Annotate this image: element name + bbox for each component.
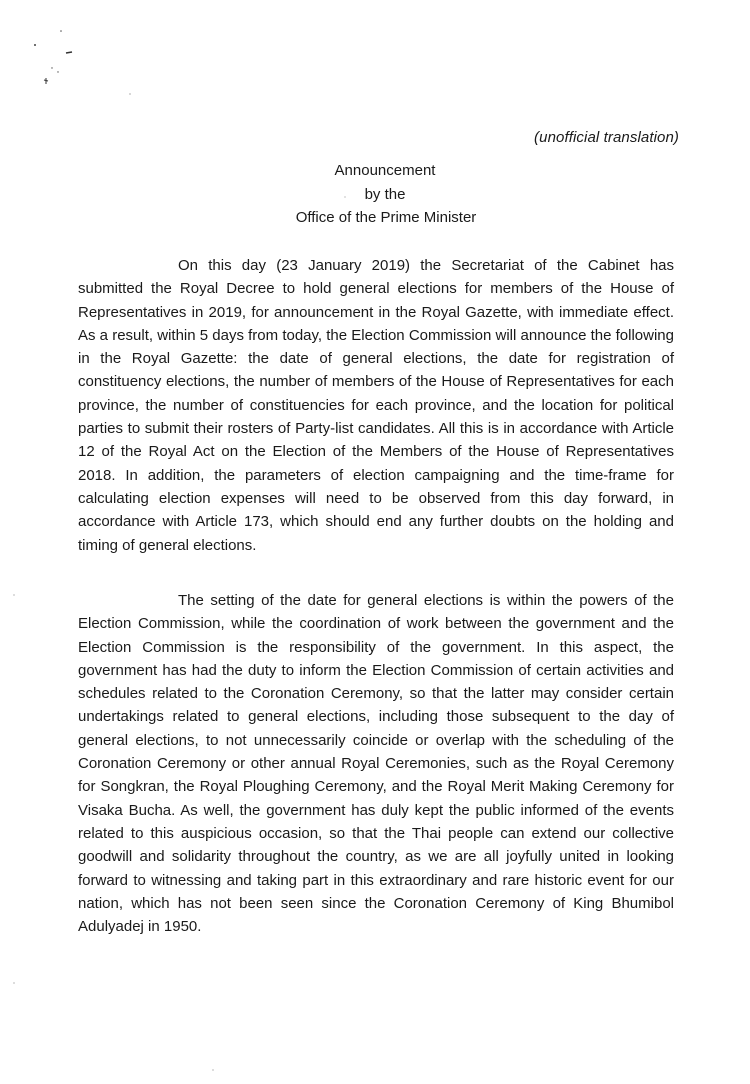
heading-line-by-the: by the	[364, 185, 406, 203]
paragraph-election-decree: On this day (23 January 2019) the Secretariat of the Cabinet has submitted the Royal Decree to hold general elections for members of the House of Representatives in 2019, for announcement in the Royal Gazette, with immediate effect. As a result, within 5 days from today, the Election Commission will announce the following in the Royal Gazette: the date of general elections, the date for registration of constituency elections, the number of members of the House of Representatives for each province, the number of constituencies for each province, and the location for political parties to submit their rosters of Party-list candidates. All this is in accordance with Article 12 of the Royal Act on the Election of the Members of the House of Representatives 2018. In addition, the parameters of election campaigning and the time-frame for calculating election expenses will need to be observed from this day forward, in accordance with Article 173, which should end any further doubts on the holding and timing of general elections.	[78, 257, 674, 554]
unofficial-translation-note: (unofficial translation)	[534, 129, 679, 146]
paragraph-coronation-ceremony: The setting of the date for general elections is within the powers of the Election Commission, while the coordination of work between the government and the Election Commission is the responsibility of the government. In this aspect, the government has had the duty to inform the Election Commission of certain activities and schedules related to the Coronation Ceremony, so that the latter may consider certain undertakings related to general elections, including those subsequent to the day of general elections, to not unnecessarily coincide or overlap with the scheduling of the Coronation Ceremony or other annual Royal Ceremonies, such as the Royal Ceremony for Songkran, the Royal Ploughing Ceremony, and the Royal Merit Making Ceremony for Visaka Bucha. As well, the government has duly kept the public informed of the events related to this auspicious occasion, so that the Thai people can extend our collective goodwill and solidarity throughout the country, as we are all joyfully united in looking forward to witnessing and taking part in this extraordinary and rare historic event for our nation, which has not been seen since the Coronation Ceremony of King Bhumibol Adulyadej in 1950.	[78, 592, 674, 936]
heading-line-announcement: Announcement	[334, 162, 436, 179]
heading-line-office: Office of the Prime Minister	[295, 209, 477, 226]
announcement-heading	[0, 159, 750, 230]
